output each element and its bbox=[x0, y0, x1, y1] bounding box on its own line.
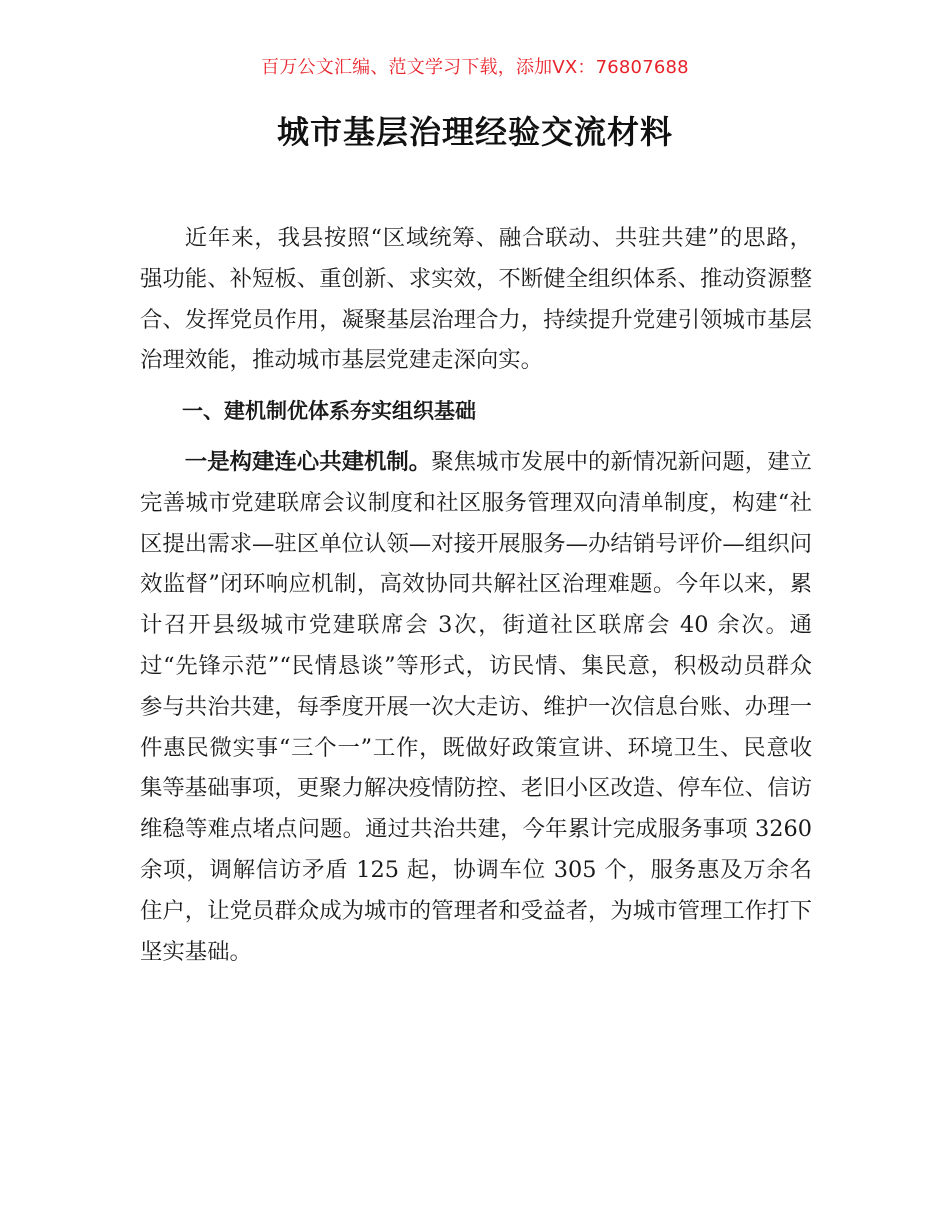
document-title: 城市基层治理经验交流材料 bbox=[276, 113, 673, 151]
intro-paragraph: 近年来，我县按照“区域统筹、融合联动、共驻共建”的思路，强功能、补短板、重创新、求实效，不断健全组织体系、推动资源整合、发挥党员作用，凝聚基层治理合力，持续提升党建引领城市基层治理效能，推动城市基层党建走深向实。 bbox=[140, 225, 812, 374]
item-text: 聚焦城市发展中的新情况新问题，建立完善城市党建联席会议制度和社区服务管理双向清单制度，构建“社区提出需求—驻区单位认领—对接开展服务—办结销号评价—组织问效监督”闭环响应机制，高效协同共解社区治理难题。今年以来，累计召开县级城市党建联席会 3次，街道社区联席会 40 余次。通过“先锋示范”“民情恳谈”等形式，访民情、集民意，积极动员群众参与共治共建，每季度开展一次大走访、维护一次信息台账、办理一件惠民微实事“三个一”工作，既做好政策宣讲、环境卫生、民意收集等基础事项，更聚力解决疫情防控、老旧小区改造、停车位、信访维稳等难点堵点问题。通过共治共建，今年累计完成服务事项 3260 余项，调解信访矛盾 125 起，协调车位 305 个，服务惠及万余名住户，让党员群众成为城市的管理者和受益者，为城市管理工作打下坚实基础。 bbox=[140, 448, 813, 965]
document-body bbox=[140, 218, 812, 972]
section-heading: 一、建机制优体系夯实组织基础 bbox=[182, 399, 476, 424]
item-lead: 一是构建连心共建机制。 bbox=[184, 448, 432, 475]
promo-banner: 百万公文汇编、范文学习下载，添加VX：76807688 bbox=[261, 57, 689, 78]
item-paragraph bbox=[140, 442, 812, 972]
